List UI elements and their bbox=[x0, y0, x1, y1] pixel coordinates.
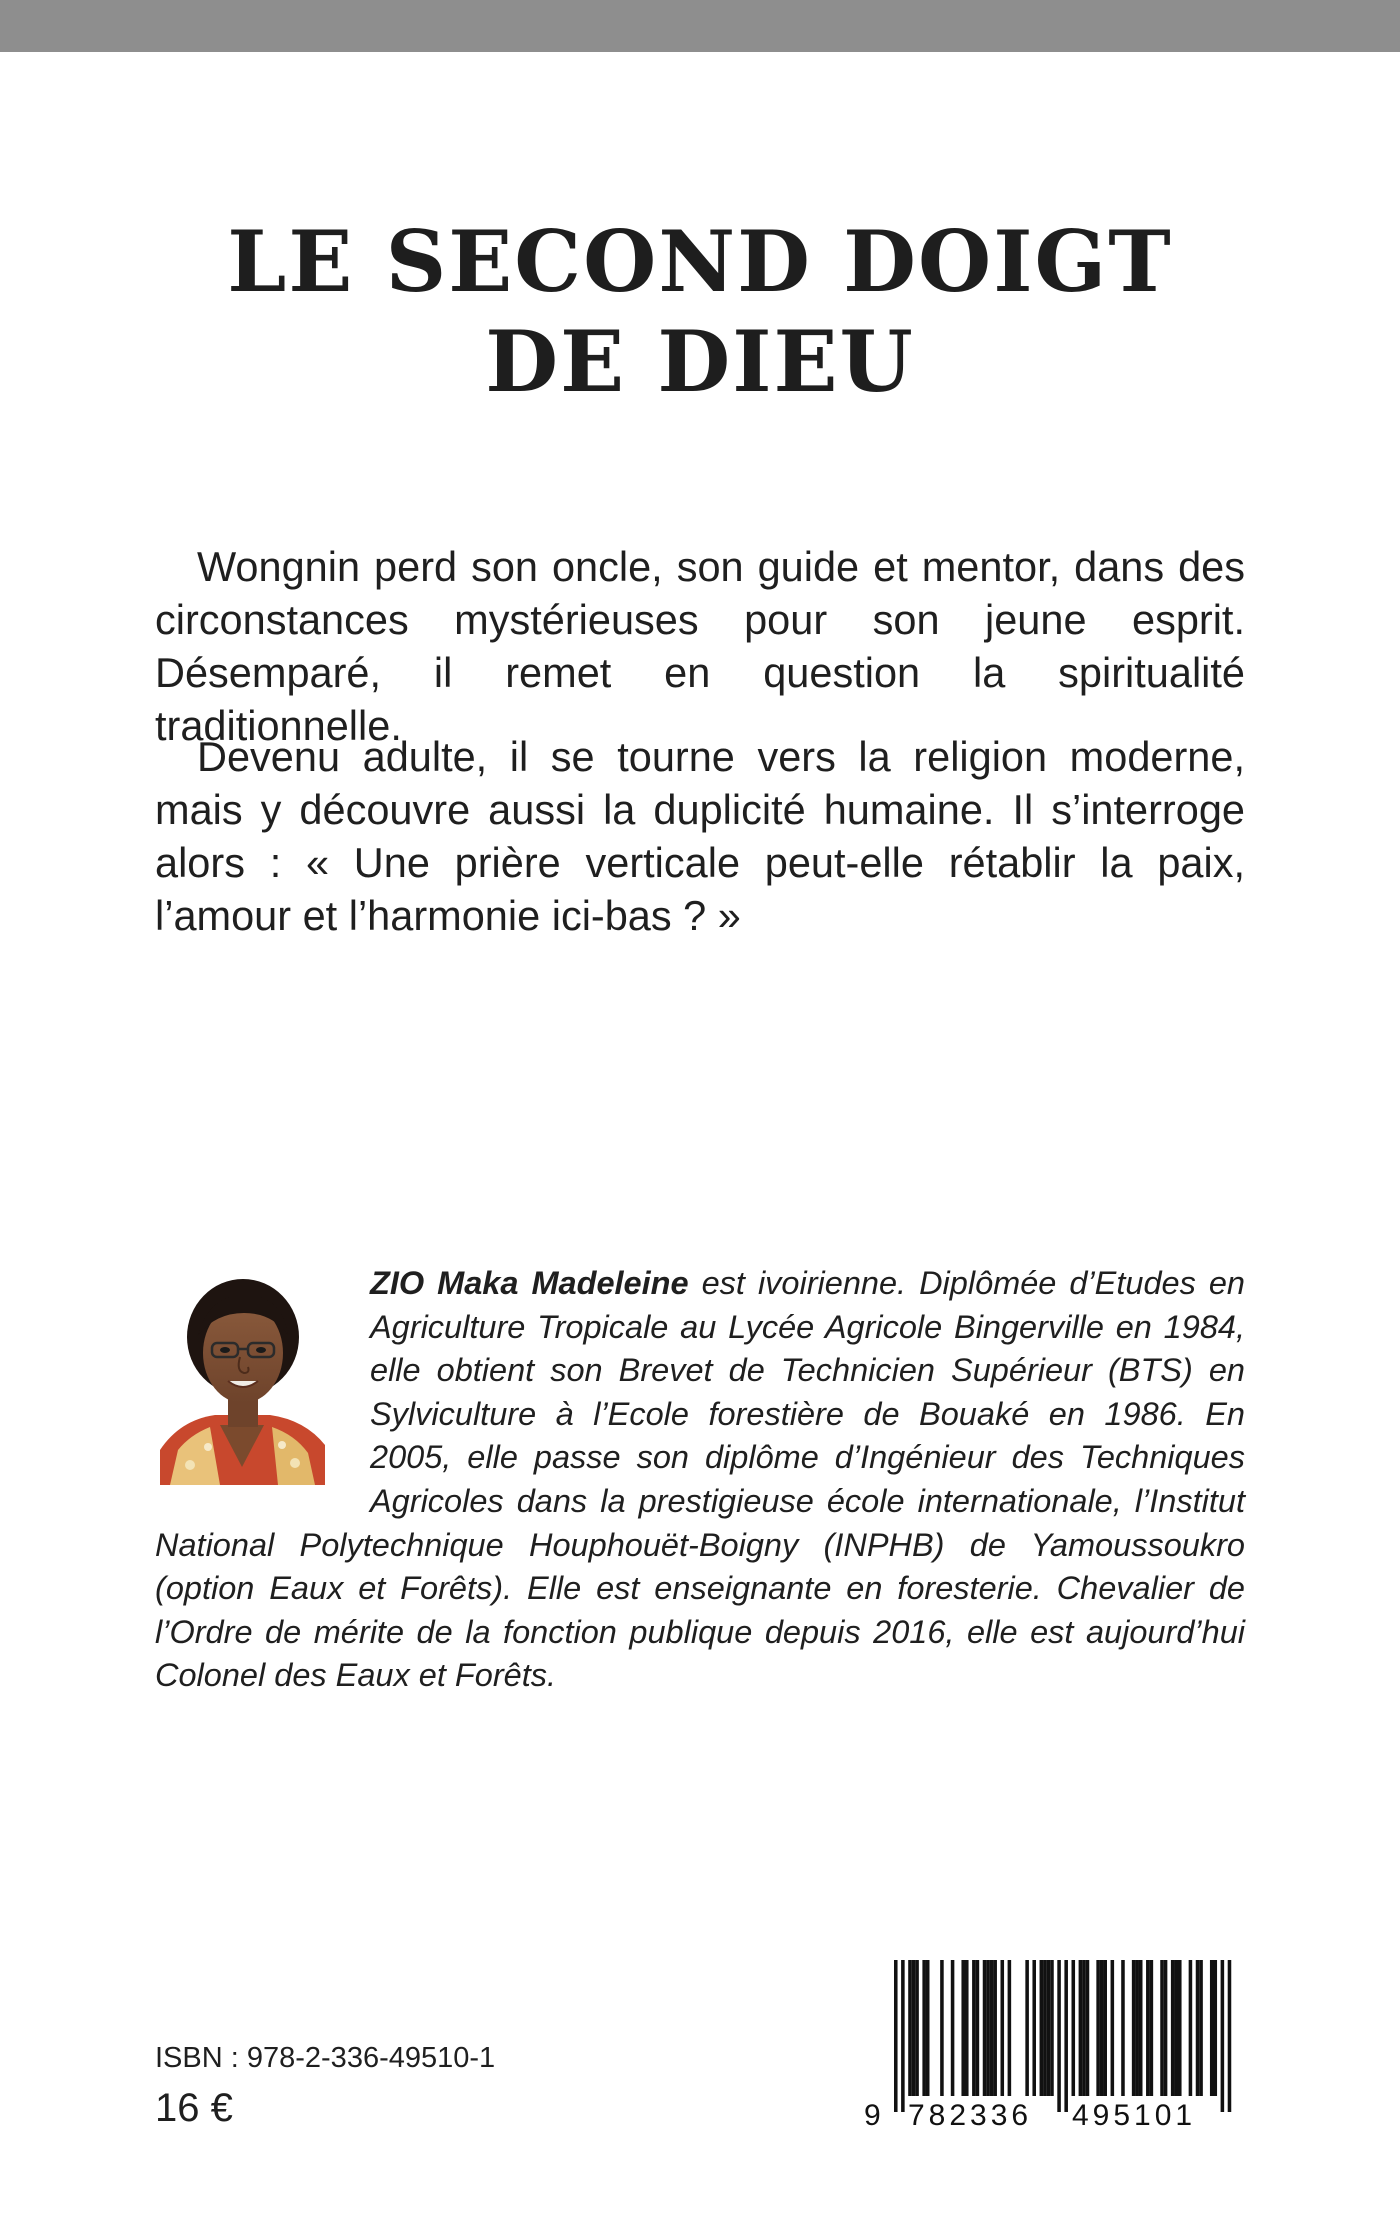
barcode-bar bbox=[1032, 1960, 1036, 2096]
barcode-bar bbox=[926, 1960, 930, 2096]
barcode-bar bbox=[1064, 1960, 1068, 2112]
book-title-line-1: LE SECOND DOIGT bbox=[227, 212, 1173, 311]
barcode-bar bbox=[1057, 1960, 1061, 2112]
barcode-bar bbox=[1228, 1960, 1232, 2112]
barcode-bar bbox=[1050, 1960, 1054, 2096]
barcode-bar bbox=[1086, 1960, 1090, 2096]
barcode-digit-first: 9 bbox=[864, 2099, 881, 2132]
author-bio bbox=[155, 1262, 1245, 1698]
barcode-bar bbox=[908, 1960, 912, 2096]
barcode-bar bbox=[986, 1960, 990, 2096]
barcode-bar bbox=[993, 1960, 997, 2096]
barcode-bar bbox=[1025, 1960, 1029, 2096]
barcode-bar bbox=[961, 1960, 965, 2096]
author-bio-text: est ivoirienne. Diplômée d’Etudes en Agriculture Tropicale au Lycée Agricole Bingerville en 1984, elle obtient son Brevet de Technicien Supérieur (BTS) en Sylviculture à l’Ecole forestière de Bouaké en 1986. En 2005, elle passe son diplôme d’Ingénieur des Techniques Agricoles dans la prestigieuse école internationale, l’Institut National Polytechnique Houphouët-Boigny (INPHB) de Yamoussoukro (option Eaux et Forêts). Elle est enseignante en foresterie. Chevalier de l’Ordre de mérite de la fonction publique depuis 2016, elle est aujourd’hui Colonel des Eaux et Forêts. bbox=[155, 1265, 1245, 1694]
barcode-bar bbox=[1146, 1960, 1150, 2096]
barcode-bar bbox=[1096, 1960, 1100, 2096]
barcode-bar bbox=[1121, 1960, 1125, 2096]
barcode-bar bbox=[940, 1960, 944, 2096]
barcode-bar bbox=[1210, 1960, 1214, 2096]
top-color-band bbox=[0, 0, 1400, 52]
barcode-bar bbox=[1160, 1960, 1164, 2096]
barcode-bar bbox=[894, 1960, 898, 2112]
barcode-bar bbox=[1082, 1960, 1086, 2096]
barcode-bar bbox=[915, 1960, 919, 2096]
barcode-bar bbox=[990, 1960, 994, 2096]
barcode-number bbox=[860, 2098, 1242, 2134]
barcode-bar bbox=[1178, 1960, 1182, 2096]
blurb-paragraph-2-container bbox=[155, 730, 1245, 942]
barcode-bar bbox=[983, 1960, 987, 2096]
book-title bbox=[0, 212, 1400, 412]
barcode-bar bbox=[1221, 1960, 1225, 2112]
blurb-paragraph-2: Devenu adulte, il se tourne vers la religion moderne, mais y découvre aussi la duplicité humaine. Il s’interroge alors : « Une prière verticale peut-elle rétablir la paix, l’amour et l’harmonie ici-bas ? » bbox=[155, 733, 1245, 939]
barcode-bar bbox=[1100, 1960, 1104, 2096]
barcode-bar bbox=[1189, 1960, 1193, 2096]
barcode-bar bbox=[1171, 1960, 1175, 2096]
barcode-bar bbox=[1103, 1960, 1107, 2096]
barcode-digits-left: 782336 bbox=[908, 2099, 1033, 2132]
blurb-paragraph-1-container bbox=[155, 540, 1245, 752]
barcode-bar bbox=[1047, 1960, 1051, 2096]
barcode-digits-right: 495101 bbox=[1072, 2099, 1197, 2132]
barcode-bar bbox=[1135, 1960, 1139, 2096]
barcode-bar bbox=[922, 1960, 926, 2096]
barcode-bar bbox=[1079, 1960, 1083, 2096]
barcode-bar bbox=[1150, 1960, 1154, 2096]
barcode-bar bbox=[1196, 1960, 1200, 2096]
barcode-bar bbox=[1111, 1960, 1115, 2096]
author-name: ZIO Maka Madeleine bbox=[370, 1265, 689, 1301]
blurb-paragraph-1: Wongnin perd son oncle, son guide et mentor, dans des circonstances mystérieuses pour son jeune esprit. Désemparé, il remet en question la spiritualité traditionnelle. bbox=[155, 543, 1245, 749]
barcode-bar bbox=[1043, 1960, 1047, 2096]
barcode-bar bbox=[951, 1960, 955, 2096]
barcode bbox=[860, 1960, 1242, 2135]
barcode-bar bbox=[976, 1960, 980, 2096]
barcode-bar bbox=[965, 1960, 969, 2096]
barcode-bar bbox=[1174, 1960, 1178, 2096]
barcode-bar bbox=[1139, 1960, 1143, 2096]
barcode-bar bbox=[972, 1960, 976, 2096]
barcode-bar bbox=[1199, 1960, 1203, 2096]
barcode-bar bbox=[1040, 1960, 1044, 2096]
barcode-bar bbox=[1072, 1960, 1076, 2096]
book-title-line-2: DE DIEU bbox=[485, 312, 915, 411]
barcode-bar bbox=[1132, 1960, 1136, 2096]
barcode-bar bbox=[1164, 1960, 1168, 2096]
price-text: 16 € bbox=[155, 2086, 233, 2130]
barcode-bar bbox=[1214, 1960, 1218, 2096]
barcode-bar bbox=[912, 1960, 916, 2096]
barcode-bar bbox=[901, 1960, 905, 2112]
barcode-bar bbox=[1008, 1960, 1012, 2096]
barcode-bar bbox=[1001, 1960, 1005, 2096]
isbn-text: ISBN : 978-2-336-49510-1 bbox=[155, 2042, 496, 2074]
